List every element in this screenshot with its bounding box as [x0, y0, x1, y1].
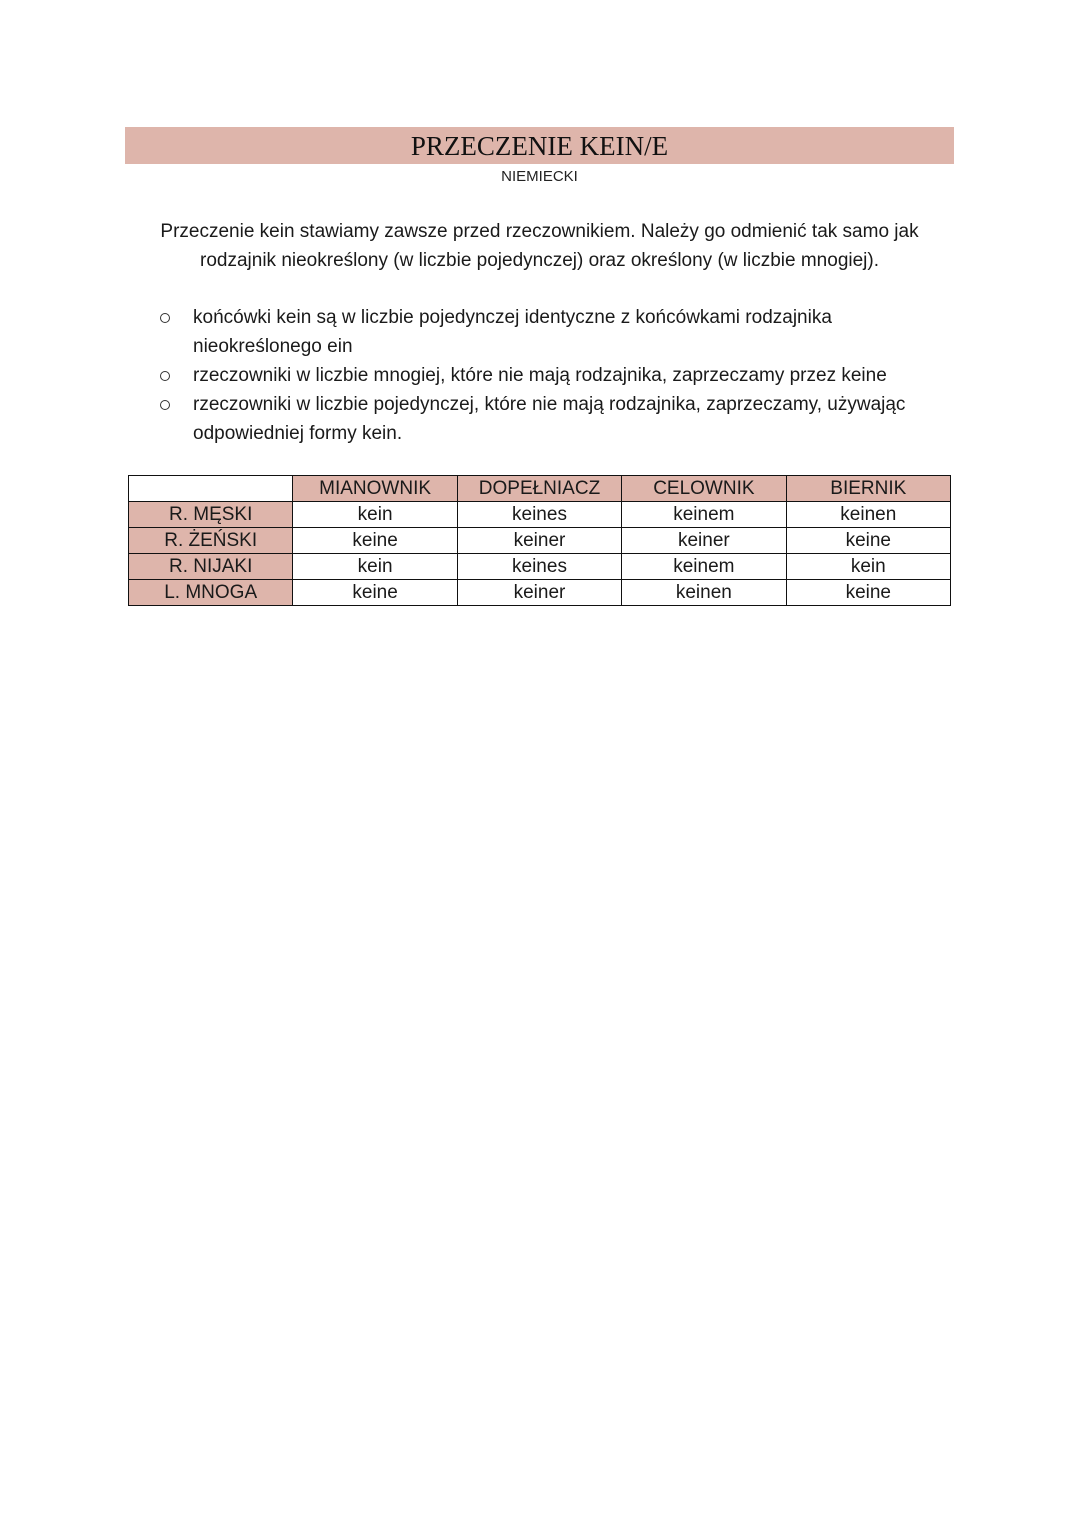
table-cell: keines: [457, 502, 621, 528]
column-header: CELOWNIK: [622, 476, 786, 502]
table-header-row: [129, 476, 951, 502]
row-header: R. MĘSKI: [129, 502, 293, 528]
table-cell: keinen: [786, 502, 950, 528]
circle-bullet-icon: [160, 313, 170, 323]
table-cell: keinem: [622, 554, 786, 580]
table-cell: kein: [293, 554, 457, 580]
table-cell: keiner: [622, 528, 786, 554]
list-item-text: rzeczowniki w liczbie pojedynczej, które nie mają rodzajnika, zaprzeczamy, używając odpowiedniej formy kein.: [193, 394, 906, 444]
list-item-text: rzeczowniki w liczbie mnogiej, które nie mają rodzajnika, zaprzeczamy przez keine: [193, 365, 887, 386]
intro-line: Przeczenie kein stawiamy zawsze przed rzeczownikiem. Należy go odmienić tak samo jak: [160, 221, 919, 242]
declension-table: [128, 475, 951, 606]
row-header: L. MNOGA: [129, 580, 293, 606]
column-header: BIERNIK: [786, 476, 950, 502]
column-header: DOPEŁNIACZ: [457, 476, 621, 502]
table-row: [129, 580, 951, 606]
table-cell: kein: [293, 502, 457, 528]
table-cell: keine: [786, 580, 950, 606]
table-cell: keinen: [622, 580, 786, 606]
table-cell: keine: [786, 528, 950, 554]
list-item: [155, 303, 955, 361]
table-cell: keiner: [457, 580, 621, 606]
row-header: R. NIJAKI: [129, 554, 293, 580]
table-cell: keinem: [622, 502, 786, 528]
page-subtitle: NIEMIECKI: [501, 168, 578, 185]
table-cell: keiner: [457, 528, 621, 554]
column-header: MIANOWNIK: [293, 476, 457, 502]
intro-line: rodzajnik nieokreślony (w liczbie pojedynczej) oraz określony (w liczbie mnogiej).: [200, 250, 879, 271]
list-item: [155, 361, 955, 390]
bullet-list: [155, 303, 955, 448]
list-item-text: końcówki kein są w liczbie pojedynczej identyczne z końcówkami rodzajnika nieokreślonego ein: [193, 307, 832, 357]
table-row: [129, 554, 951, 580]
table-corner-cell: [129, 476, 293, 502]
table-cell: keines: [457, 554, 621, 580]
table-cell: kein: [786, 554, 950, 580]
list-item: [155, 390, 955, 448]
row-header: R. ŻEŃSKI: [129, 528, 293, 554]
table-row: [129, 528, 951, 554]
table-cell: keine: [293, 528, 457, 554]
circle-bullet-icon: [160, 371, 170, 381]
circle-bullet-icon: [160, 400, 170, 410]
page-title: PRZECZENIE KEIN/E: [410, 131, 669, 161]
table-row: [129, 502, 951, 528]
intro-paragraph: [125, 217, 954, 275]
table-cell: keine: [293, 580, 457, 606]
